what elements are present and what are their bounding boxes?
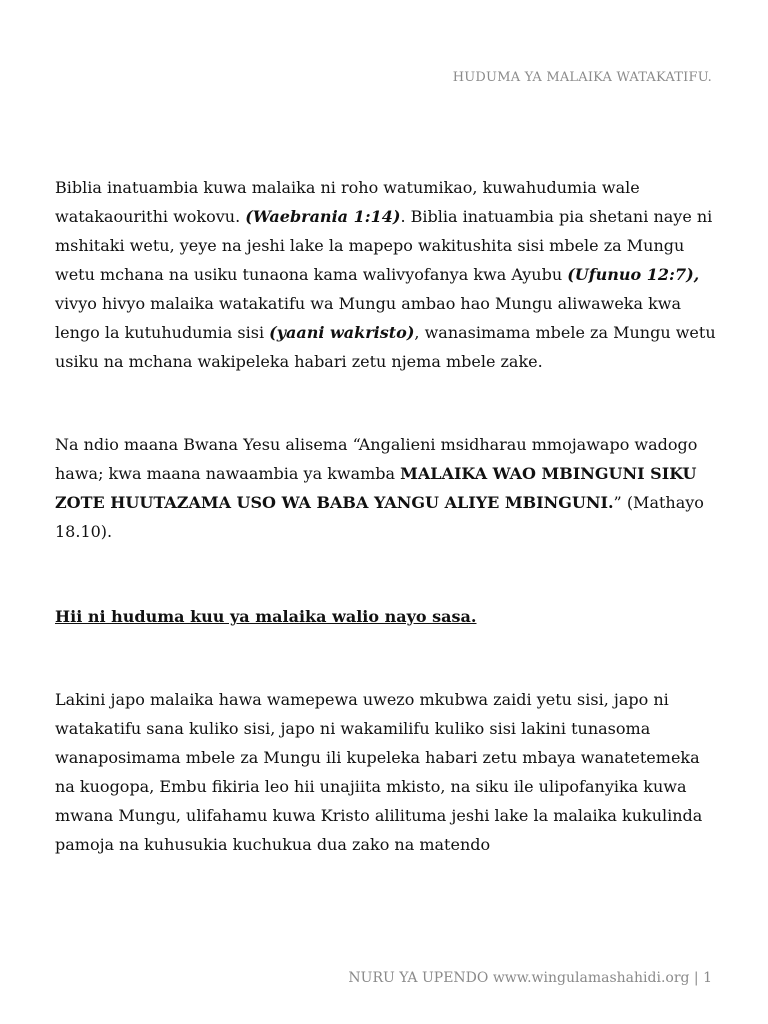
paragraph-text: Biblia inatuambia kuwa malaika ni roho watumikao, kuwahudumia wale watakaourithi wokovu. [55, 178, 640, 226]
document-body [55, 173, 720, 859]
paragraph-jesus-quote [55, 430, 720, 546]
paragraph-text: ” (Mathayo 18.10). [55, 493, 704, 541]
paragraph-text: , wanasimama mbele za Mungu wetu usiku na mchana wakipeleka habari zetu njema mbele zake. [55, 323, 716, 371]
paragraph-angels-tremble: Lakini japo malaika hawa wamepewa uwezo mkubwa zaidi yetu sisi, japo ni watakatifu sana kuliko sisi, japo ni wakamilifu kuliko sisi lakini tunasoma wanaposimama mbele za Mungu ili kupeleka habari zetu mbaya wanatetemeka na kuogopa, Embu fikiria leo hii unajiita mkisto, na siku ile ulipofanyika kuwa mwana Mungu, ulifahamu kuwa Kristo alilituma jeshi lake la malaika kukulinda pamoja na kuhusukia kuchukua dua zako na matendo [55, 690, 703, 854]
paragraph-angels-ministry [55, 173, 720, 376]
paragraph-text: . Biblia inatuambia pia shetani naye ni mshitaki wetu, yeye na jeshi lake la mapepo wakitushita sisi mbele za Mungu wetu mchana na usiku tunaona kama walivyofanya kwa Ayubu [55, 207, 713, 284]
page-footer: NURU YA UPENDO www.wingulamashahidi.org | 1 [348, 970, 712, 986]
running-header: HUDUMA YA MALAIKA WATAKATIFU. [452, 70, 712, 85]
section-heading: Hii ni huduma kuu ya malaika walio nayo sasa. [55, 607, 477, 626]
paragraph-text: vivyo hivyo malaika watakatifu wa Mungu ambao hao Mungu aliwaweka kwa lengo la kutuhudumia sisi [55, 294, 682, 342]
paragraph-text: Na ndio maana Bwana Yesu alisema “Angalieni msidharau mmojawapo wadogo hawa; kwa maana nawaambia ya kwamba [55, 435, 698, 483]
scripture-reference: (Ufunuo 12:7), [567, 265, 700, 284]
emphasis-note: (yaani wakristo) [269, 323, 415, 342]
scripture-reference: (Waebrania 1:14) [245, 207, 401, 226]
bold-quote: MALAIKA WAO MBINGUNI SIKU ZOTE HUUTAZAMA USO WA BABA YANGU ALIYE MBINGUNI. [55, 464, 697, 512]
